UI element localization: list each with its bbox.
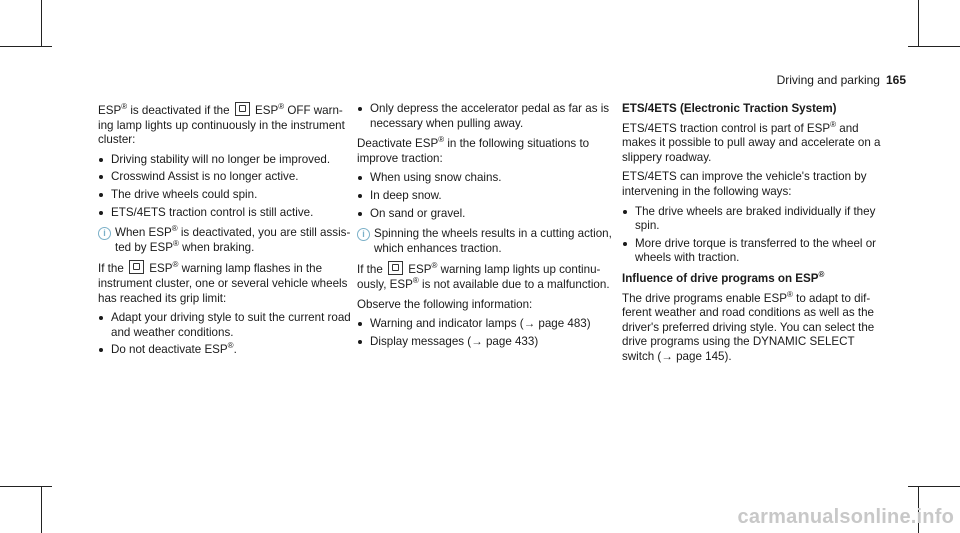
list xyxy=(622,205,884,266)
paragraph: ESP® is deactivated if the ESP® OFF warn- ing lamp lights up continuously in the instrument cluster: xyxy=(98,102,345,147)
section-title: Driving and parking xyxy=(776,73,880,87)
crop-mark xyxy=(41,0,42,47)
list-item-link[interactable]: Warning and indicator lamps (→ page 483) xyxy=(357,317,622,332)
section-heading: Influence of drive programs on ESP® xyxy=(622,270,825,285)
paragraph: Observe the following information: xyxy=(357,297,533,311)
crop-mark xyxy=(918,0,919,47)
info-note: i When ESP® is deactivated, you are still assis- ted by ESP® when braking. xyxy=(98,226,356,255)
info-icon: i xyxy=(98,227,111,240)
list-item: Do not deactivate ESP®. xyxy=(98,343,356,358)
list-item: The drive wheels are braked individually if they spin. xyxy=(622,205,884,234)
page-number: 165 xyxy=(885,73,906,87)
list-item: Driving stability will no longer be improved. xyxy=(98,153,356,168)
list-item: More drive torque is transferred to the wheel or wheels with traction. xyxy=(622,237,884,266)
watermark: carmanualsonline.info xyxy=(737,506,954,528)
column-2 xyxy=(357,102,622,355)
esp-off-icon xyxy=(235,102,250,116)
list-item: ETS/4ETS traction control is still active. xyxy=(98,206,356,221)
paragraph: ETS/4ETS traction control is part of ESP® and makes it possible to pull away and accelerate on a slippery roadway. xyxy=(622,119,881,164)
info-icon: i xyxy=(357,228,370,241)
crop-mark xyxy=(0,486,52,487)
list xyxy=(98,311,356,358)
info-note: i Spinning the wheels results in a cutting action, which enhances traction. xyxy=(357,227,622,256)
paragraph: If the ESP® warning lamp lights up continu- ously, ESP® is not available due to a malfunction. xyxy=(357,261,610,291)
list-item-link[interactable]: Display messages (→ page 433) xyxy=(357,335,622,350)
crop-mark xyxy=(908,46,960,47)
esp-warning-icon xyxy=(129,260,144,274)
list-item: Crosswind Assist is no longer active. xyxy=(98,170,356,185)
section-heading: ETS/4ETS (Electronic Traction System) xyxy=(622,102,837,115)
list xyxy=(357,317,622,349)
column-1 xyxy=(98,102,356,364)
list-item: Adapt your driving style to suit the current road and weather conditions. xyxy=(98,311,356,340)
paragraph: The drive programs enable ESP® to adapt to dif- ferent weather and road conditions as well as the driver's preferred driving style. You can select the drive programs using the DYNAMIC SELECT switch (→ page 145). xyxy=(622,289,875,363)
paragraph: If the ESP® warning lamp flashes in the instrument cluster, one or several vehicle wheels has reached its grip limit: xyxy=(98,260,348,305)
esp-warning-icon xyxy=(388,261,403,275)
crop-mark xyxy=(0,46,52,47)
paragraph: ETS/4ETS can improve the vehicle's traction by intervening in the following ways: xyxy=(622,170,867,198)
list xyxy=(357,171,622,221)
list-item: Only depress the accelerator pedal as far as is necessary when pulling away. xyxy=(357,102,622,131)
paragraph: Deactivate ESP® in the following situations to improve traction: xyxy=(357,135,590,165)
list-item: When using snow chains. xyxy=(357,171,622,186)
page-header xyxy=(777,73,906,87)
list-item: The drive wheels could spin. xyxy=(98,188,356,203)
column-3 xyxy=(622,102,884,370)
list-item: In deep snow. xyxy=(357,189,622,204)
list xyxy=(357,102,622,131)
list xyxy=(98,153,356,220)
list-item: On sand or gravel. xyxy=(357,207,622,222)
crop-mark xyxy=(41,486,42,533)
crop-mark xyxy=(908,486,960,487)
